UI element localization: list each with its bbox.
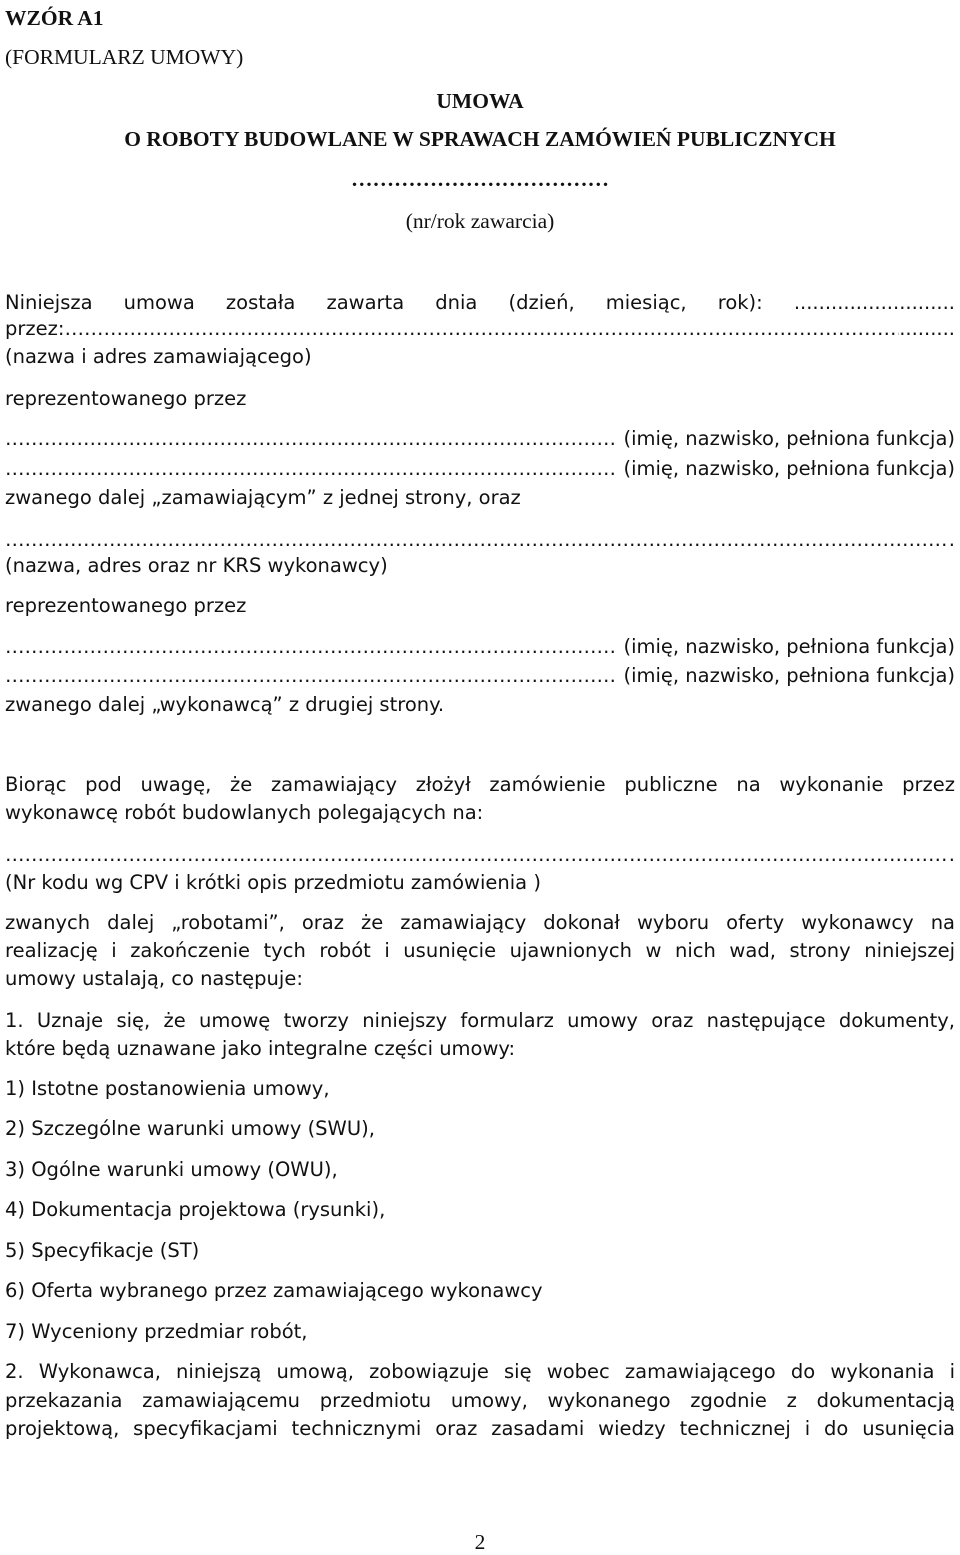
contractor-blank bbox=[5, 527, 949, 553]
form-type: (FORMULARZ UMOWY) bbox=[5, 45, 244, 69]
cpv-blank-line: …………………………………………………………………………………………………………………………………………………………………………………… . bbox=[5, 842, 955, 868]
contract-number-hint: (nr/rok zawarcia) bbox=[405, 209, 555, 233]
rep-blank bbox=[5, 663, 617, 689]
person-hint: (imię, nazwisko, pełniona funkcja) bbox=[623, 664, 955, 687]
point1-line1: 1. Uznaje się, że umowę tworzy niniejszy formularz umowy oraz następujące dokumenty, bbox=[5, 1009, 955, 1032]
przez-line bbox=[5, 316, 955, 342]
point2-line3: projektową, specyfikacjami technicznymi oraz zasadami wiedzy technicznej i do usunięcia bbox=[5, 1417, 955, 1440]
orderer-hint: (nazwa i adres zamawiającego) bbox=[5, 345, 312, 368]
rep-blank bbox=[5, 456, 617, 482]
document-item: 1) Istotne postanowienia umowy, bbox=[5, 1077, 330, 1100]
intro-line2: wykonawcę robót budowlanych polegających na: bbox=[5, 801, 484, 824]
para2-line2: realizację i zakończenie tych robót i usunięcie ujawnionych w nich wad, strony niniejszej bbox=[5, 939, 955, 962]
person-hint: (imię, nazwisko, pełniona funkcja) bbox=[623, 457, 955, 480]
rep-blank bbox=[5, 426, 617, 452]
contractor-rep-1 bbox=[5, 634, 955, 660]
person-hint: (imię, nazwisko, pełniona funkcja) bbox=[623, 427, 955, 450]
orderer-rep-1 bbox=[5, 426, 955, 452]
rep-blank bbox=[5, 634, 617, 660]
contractor-represented-by: reprezentowanego przez bbox=[5, 594, 247, 617]
date-line: Niniejsza umowa została zawarta dnia (dzień, miesiąc, rok): .......................... bbox=[5, 291, 955, 314]
point2-line1: 2. Wykonawca, niniejszą umową, zobowiązuje się wobec zamawiającego do wykonania i bbox=[5, 1360, 955, 1383]
contractor-rep-2 bbox=[5, 663, 955, 689]
przez-end: ......... bbox=[899, 317, 955, 340]
document-item: 7) Wyceniony przedmiar robót, bbox=[5, 1320, 308, 1343]
contractor-called: zwanego dalej „wykonawcą” z drugiej strony. bbox=[5, 693, 445, 716]
contractor-hint: (nazwa, adres oraz nr KRS wykonawcy) bbox=[5, 554, 388, 577]
orderer-represented-by: reprezentowanego przez bbox=[5, 387, 247, 410]
point1-line2: które będą uznawane jako integralne części umowy: bbox=[5, 1037, 516, 1060]
document-item: 2) Szczególne warunki umowy (SWU), bbox=[5, 1117, 375, 1140]
orderer-blank bbox=[64, 316, 899, 342]
para2-line3: umowy ustalają, co następuje: bbox=[5, 967, 303, 990]
contract-number-blank: ……………………………… bbox=[351, 167, 609, 191]
title-line1: UMOWA bbox=[436, 89, 524, 113]
cpv-hint: (Nr kodu wg CPV i krótki opis przedmiotu zamówienia ) bbox=[5, 871, 541, 894]
document-item: 6) Oferta wybranego przez zamawiającego wykonawcy bbox=[5, 1279, 543, 1302]
para2-line1: zwanych dalej „robotami”, oraz że zamawiający dokonał wyboru oferty wykonawcy na bbox=[5, 911, 955, 934]
document-item: 5) Specyfikacje (ST) bbox=[5, 1239, 200, 1262]
point2-line2: przekazania zamawiającemu przedmiotu umowy, wykonanego zgodnie z dokumentacją bbox=[5, 1389, 955, 1412]
form-id: WZÓR A1 bbox=[5, 6, 104, 30]
przez-label: przez: bbox=[5, 317, 65, 340]
document-item: 4) Dokumentacja projektowa (rysunki), bbox=[5, 1198, 386, 1221]
cpv-blank bbox=[5, 842, 949, 868]
document-item: 3) Ogólne warunki umowy (OWU), bbox=[5, 1158, 338, 1181]
title-line2: O ROBOTY BUDOWLANE W SPRAWACH ZAMÓWIEŃ PUBLICZNYCH bbox=[124, 127, 836, 151]
orderer-called: zwanego dalej „zamawiającym” z jednej strony, oraz bbox=[5, 486, 521, 509]
contractor-blank-line: …………………………………………………………………………………………………………………………………………………………………………………… . bbox=[5, 527, 955, 553]
page-number: 2 bbox=[474, 1530, 486, 1554]
intro-line1: Biorąc pod uwagę, że zamawiający złożył zamówienie publiczne na wykonanie przez bbox=[5, 773, 955, 796]
orderer-rep-2 bbox=[5, 456, 955, 482]
person-hint: (imię, nazwisko, pełniona funkcja) bbox=[623, 635, 955, 658]
